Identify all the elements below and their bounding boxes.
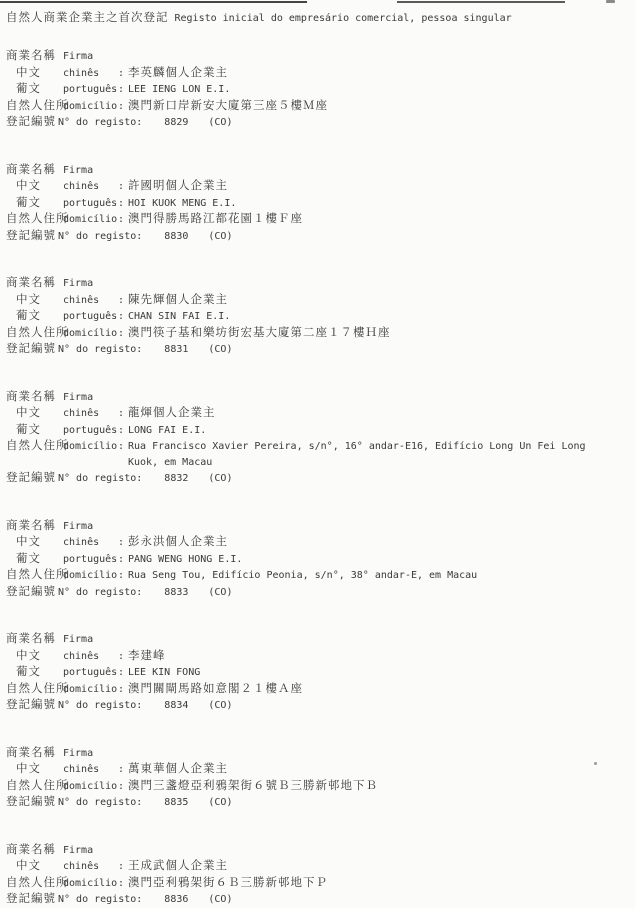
colon: : [118, 764, 125, 775]
colon: : [118, 311, 125, 322]
firma-label-zh: 商業名稱 [6, 48, 56, 62]
chinese-label-pt: chinês [63, 764, 100, 775]
domicile-label-pt: domicílio [63, 683, 118, 695]
colon: : [118, 667, 125, 678]
portuguese-label-zh: 葡文 [16, 308, 41, 322]
page-title-pt: Registo inicial do empresário comercial, pessoa singular [174, 13, 512, 24]
firma-label-zh: 商業名稱 [6, 388, 56, 403]
colon: : [118, 683, 125, 695]
colon: : [118, 327, 125, 339]
domicile-value: 澳門得勝馬路江都花園１樓Ｆ座 [128, 211, 303, 225]
chinese-label-zh: 中文 [16, 858, 41, 872]
chinese-name-value: 陳先輝個人企業主 [128, 291, 228, 306]
portuguese-name-value: PANG WENG HONG E.I. [128, 553, 243, 565]
portuguese-name-value: LEE IENG LON E.I. [128, 84, 231, 95]
firma-label-zh: 商業名稱 [6, 161, 56, 176]
registo-label-zh: 登記編號 [6, 227, 56, 242]
colon: : [118, 181, 125, 192]
chinese-name-value: 王成武個人企業主 [128, 858, 228, 872]
domicile-label-zh: 自然人住所 [6, 211, 69, 225]
domicile-label-zh: 自然人住所 [6, 324, 69, 339]
registo-number: 8836 [164, 894, 189, 905]
firma-row [6, 518, 629, 535]
registo-note: (CO) [208, 894, 233, 905]
domicile-row [6, 875, 629, 892]
domicile-label-pt: domicílio [63, 327, 118, 339]
firma-label-pt: Firma [63, 747, 94, 759]
portuguese-name-row [6, 308, 629, 325]
domicile-label-pt: domicílio [63, 100, 118, 112]
registo-label-pt: N° do registo: [58, 117, 143, 128]
chinese-label-pt: chinês [63, 861, 100, 872]
colon: : [118, 780, 125, 792]
firma-row [6, 631, 629, 648]
domicile-label-zh: 自然人住所 [6, 680, 69, 695]
portuguese-name-row [6, 551, 629, 568]
registo-row [6, 470, 629, 487]
registry-entry [6, 518, 629, 601]
registo-number: 8831 [164, 344, 189, 355]
registo-number: 8832 [164, 473, 189, 484]
registry-entry [6, 842, 629, 908]
chinese-label-zh: 中文 [16, 178, 41, 192]
registo-note: (CO) [208, 700, 233, 711]
registo-note: (CO) [208, 344, 233, 355]
firma-label-zh: 商業名稱 [6, 631, 56, 645]
colon: : [118, 67, 125, 79]
portuguese-label-pt: português [63, 197, 118, 209]
chinese-name-row [6, 858, 629, 875]
chinese-name-row [6, 65, 629, 82]
chinese-label-zh: 中文 [16, 405, 41, 419]
registry-entry [6, 275, 629, 358]
portuguese-label-pt: português [63, 311, 118, 322]
firma-label-pt: Firma [63, 164, 94, 176]
chinese-label-pt: chinês [63, 181, 100, 192]
registo-label-pt: N° do registo: [58, 344, 143, 355]
domicile-value: Rua Seng Tou, Edifício Peonia, s/n°, 38° andar-E, em Macau [128, 570, 478, 581]
registo-note: (CO) [208, 117, 233, 128]
registo-label-pt: N° do registo: [58, 700, 143, 711]
chinese-name-value: 李英麟個人企業主 [128, 64, 228, 79]
domicile-label-pt: domicílio [63, 780, 118, 792]
registo-label-pt: N° do registo: [58, 586, 143, 598]
chinese-name-row [6, 761, 629, 778]
domicile-row [6, 438, 629, 455]
colon: : [118, 294, 125, 306]
registo-row [6, 228, 629, 245]
colon: : [118, 650, 125, 662]
firma-label-zh: 商業名稱 [6, 744, 56, 759]
domicile-label-zh: 自然人住所 [6, 97, 69, 112]
registo-number: 8833 [164, 586, 189, 598]
domicile-label-zh: 自然人住所 [6, 567, 69, 581]
firma-label-pt: Firma [63, 520, 94, 532]
chinese-name-row [6, 292, 629, 309]
firma-label-pt: Firma [63, 391, 94, 403]
colon: : [118, 197, 125, 209]
domicile-label-zh: 自然人住所 [6, 438, 69, 452]
domicile-row [6, 211, 629, 228]
chinese-name-row [6, 178, 629, 195]
registo-row [6, 341, 629, 358]
portuguese-label-pt: português [63, 553, 118, 565]
portuguese-name-row [6, 422, 629, 439]
registo-label-pt: N° do registo: [58, 473, 143, 484]
colon: : [118, 84, 125, 95]
firma-row [6, 745, 629, 762]
chinese-label-zh: 中文 [16, 291, 41, 306]
domicile-label-zh: 自然人住所 [6, 777, 69, 792]
domicile-label-pt: domicílio [63, 570, 118, 581]
domicile-value: 澳門三盞燈亞利鴉架街６號Ｂ三勝新邨地下Ｂ [128, 777, 378, 792]
firma-row [6, 389, 629, 406]
domicile-value: 澳門關閘馬路如意閣２１樓Ａ座 [128, 680, 303, 695]
chinese-name-value: 龍煇個人企業主 [128, 405, 216, 419]
registo-number: 8829 [164, 117, 189, 128]
registo-row [6, 697, 629, 714]
chinese-label-pt: chinês [63, 294, 100, 306]
chinese-label-zh: 中文 [16, 64, 41, 79]
chinese-name-row [6, 534, 629, 551]
firma-label-pt: Firma [63, 844, 94, 856]
chinese-name-value: 李建峰 [128, 647, 166, 662]
registo-note: (CO) [208, 473, 233, 484]
chinese-label-zh: 中文 [16, 761, 41, 775]
firma-label-pt: Firma [63, 51, 94, 62]
chinese-label-pt: chinês [63, 650, 100, 662]
firma-label-pt: Firma [63, 634, 94, 645]
domicile-value: 澳門筷子基和樂坊街宏基大廈第二座１７樓Ｈ座 [128, 324, 391, 339]
registo-row [6, 114, 629, 131]
registo-note: (CO) [208, 586, 233, 598]
firma-row [6, 842, 629, 859]
registo-number: 8830 [164, 230, 189, 242]
portuguese-name-value: LEE KIN FONG [128, 667, 201, 678]
registo-label-zh: 登記編號 [6, 341, 56, 355]
chinese-label-pt: chinês [63, 537, 100, 548]
domicile-value: 澳門新口岸新安大廈第三座５樓Ｍ座 [128, 97, 328, 112]
portuguese-label-zh: 葡文 [16, 550, 41, 565]
registo-row [6, 891, 629, 908]
registo-label-zh: 登記編號 [6, 470, 56, 484]
registry-entry [6, 631, 629, 714]
registo-label-zh: 登記編號 [6, 583, 56, 598]
colon: : [118, 553, 125, 565]
portuguese-label-pt: português [63, 424, 118, 436]
domicile-label-pt: domicílio [63, 214, 118, 225]
portuguese-label-pt: português [63, 667, 118, 678]
chinese-label-pt: chinês [63, 67, 100, 79]
chinese-name-value: 許國明個人企業主 [128, 178, 228, 192]
registo-number: 8835 [164, 797, 189, 808]
registo-note: (CO) [208, 797, 233, 808]
colon: : [118, 214, 125, 225]
portuguese-name-value: LONG FAI E.I. [128, 424, 207, 436]
portuguese-name-value: HOI KUOK MENG E.I. [128, 197, 237, 209]
firma-row [6, 162, 629, 179]
registry-entry [6, 389, 629, 487]
registo-number: 8834 [164, 700, 189, 711]
domicile-row [6, 778, 629, 795]
chinese-name-value: 萬東華個人企業主 [128, 761, 228, 775]
colon: : [118, 441, 125, 452]
firma-label-zh: 商業名稱 [6, 275, 56, 289]
domicile-row [6, 98, 629, 115]
portuguese-name-row [6, 664, 629, 681]
chinese-name-value: 彭永洪個人企業主 [128, 534, 228, 548]
firma-row [6, 48, 629, 65]
entries [6, 48, 629, 908]
domicile-row [6, 567, 629, 584]
chinese-label-zh: 中文 [16, 534, 41, 548]
colon: : [118, 537, 125, 548]
firma-label-zh: 商業名稱 [6, 517, 56, 532]
domicile-value: 澳門亞利鴉架街６Ｂ三勝新邨地下Ｐ [128, 874, 328, 889]
registo-note: (CO) [208, 230, 233, 242]
colon: : [118, 424, 125, 436]
colon: : [118, 570, 125, 581]
chinese-name-row [6, 648, 629, 665]
registo-label-pt: N° do registo: [58, 230, 143, 242]
domicile-value: Rua Francisco Xavier Pereira, s/n°, 16° andar-E16, Edifício Long Un Fei Long [128, 441, 586, 452]
domicile-label-zh: 自然人住所 [6, 874, 69, 889]
portuguese-name-row [6, 195, 629, 212]
colon: : [118, 100, 125, 112]
domicile-label-pt: domicílio [63, 441, 118, 452]
portuguese-label-pt: português [63, 84, 118, 95]
registo-label-zh: 登記編號 [6, 114, 56, 128]
firma-row [6, 275, 629, 292]
page-title [6, 9, 629, 27]
registry-entry [6, 162, 629, 245]
portuguese-label-zh: 葡文 [16, 194, 41, 209]
chinese-name-row [6, 405, 629, 422]
portuguese-label-zh: 葡文 [16, 664, 41, 678]
domicile-label-pt: domicílio [63, 877, 118, 889]
portuguese-label-zh: 葡文 [16, 421, 41, 436]
registo-label-pt: N° do registo: [58, 797, 143, 808]
domicile-continuation-row [6, 455, 629, 471]
firma-label-pt: Firma [63, 278, 94, 289]
domicile-row [6, 325, 629, 342]
registry-entry [6, 48, 629, 131]
domicile-value-continuation: Kuok, em Macau [128, 456, 213, 468]
portuguese-name-row [6, 81, 629, 98]
colon: : [118, 861, 125, 872]
registo-row [6, 584, 629, 601]
registo-label-zh: 登記編號 [6, 794, 56, 808]
portuguese-name-value: CHAN SIN FAI E.I. [128, 311, 231, 322]
registo-label-zh: 登記編號 [6, 891, 56, 905]
portuguese-label-zh: 葡文 [16, 81, 41, 95]
page-title-zh: 自然人商業企業主之首次登記 [6, 10, 169, 24]
chinese-label-zh: 中文 [16, 647, 41, 662]
registry-entry [6, 745, 629, 811]
chinese-label-pt: chinês [63, 408, 100, 419]
registo-label-pt: N° do registo: [58, 894, 143, 905]
colon: : [118, 408, 125, 419]
colon: : [118, 877, 125, 889]
domicile-row [6, 681, 629, 698]
registo-row [6, 794, 629, 811]
registo-label-zh: 登記編號 [6, 697, 56, 711]
firma-label-zh: 商業名稱 [6, 841, 56, 856]
